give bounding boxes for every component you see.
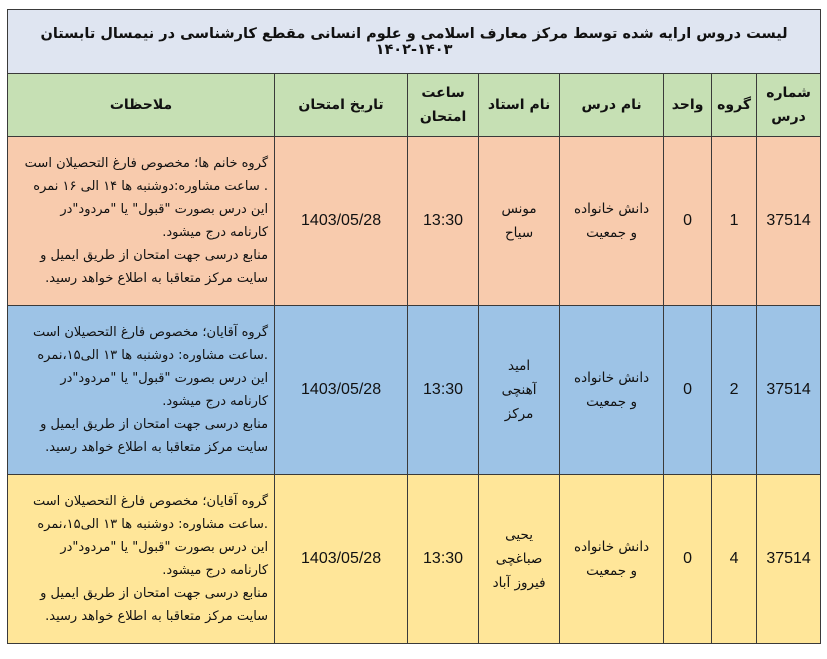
cell-course-name bbox=[560, 306, 664, 475]
cell-exam-time: 13:30 bbox=[408, 137, 479, 306]
cell-group: 4 bbox=[712, 475, 757, 644]
instructor-line: مرکز bbox=[504, 406, 534, 422]
note-line: گروه آقایان؛ مخصوص فارغ التحصیلان است bbox=[32, 325, 269, 340]
cell-group: 1 bbox=[712, 137, 757, 306]
note-line: کارنامه درج میشود. bbox=[162, 563, 269, 578]
cell-course-name bbox=[560, 475, 664, 644]
cell-units: 0 bbox=[664, 306, 712, 475]
instructor-line: آهنچی bbox=[501, 382, 537, 398]
header-row bbox=[8, 74, 821, 137]
note-line: منابع درسی جهت امتحان از طریق ایمیل و bbox=[40, 417, 269, 432]
note-line: .ساعت مشاوره: دوشنبه ها ۱۳ الی۱۵،نمره bbox=[37, 348, 269, 363]
header-exam-date: تاریخ امتحان bbox=[275, 74, 408, 137]
table-title: لیست دروس ارایه شده توسط مرکز معارف اسلامی و علوم انسانی مقطع کارشناسی در نیمسال تابستان ۱۴۰۳-۱۴۰۲ bbox=[8, 10, 821, 74]
instructor-line: سیاح bbox=[504, 225, 534, 241]
header-course-number bbox=[757, 74, 821, 137]
cell-notes bbox=[8, 137, 275, 306]
cell-notes bbox=[8, 306, 275, 475]
cell-course-number: 37514 bbox=[757, 475, 821, 644]
instructor-line: امید bbox=[507, 358, 531, 374]
header-instructor: نام استاد bbox=[479, 74, 560, 137]
note-line: سایت مرکز متعاقبا به اطلاع خواهد رسید. bbox=[45, 271, 269, 286]
cell-exam-time: 13:30 bbox=[408, 475, 479, 644]
cell-exam-date: 1403/05/28 bbox=[275, 137, 408, 306]
course-name-line: دانش خانواده bbox=[574, 539, 650, 555]
note-line: این درس بصورت "قبول" یا "مردود"در bbox=[60, 202, 269, 217]
cell-course-name bbox=[560, 137, 664, 306]
course-name-line: و جمعیت bbox=[586, 394, 637, 410]
note-line: گروه خانم ها؛ مخصوص فارغ التحصیلان است bbox=[24, 156, 269, 171]
header-exam-time bbox=[408, 74, 479, 137]
cell-instructor bbox=[479, 475, 560, 644]
note-line: این درس بصورت "قبول" یا "مردود"در bbox=[60, 371, 269, 386]
table-row bbox=[8, 137, 821, 306]
cell-instructor bbox=[479, 306, 560, 475]
cell-exam-date: 1403/05/28 bbox=[275, 306, 408, 475]
header-course-number-line: درس bbox=[771, 109, 806, 125]
instructor-line: یحیی bbox=[505, 527, 533, 543]
header-exam-time-line: امتحان bbox=[419, 109, 467, 125]
course-name-line: و جمعیت bbox=[586, 225, 637, 241]
course-name-line: و جمعیت bbox=[586, 563, 637, 579]
course-table bbox=[7, 9, 821, 644]
cell-course-number: 37514 bbox=[757, 137, 821, 306]
note-line: این درس بصورت "قبول" یا "مردود"در bbox=[60, 540, 269, 555]
instructor-line: مونس bbox=[501, 201, 537, 217]
note-line: گروه آقایان؛ مخصوص فارغ التحصیلان است bbox=[32, 494, 269, 509]
note-line: منابع درسی جهت امتحان از طریق ایمیل و bbox=[40, 248, 269, 263]
course-name-line: دانش خانواده bbox=[574, 370, 650, 386]
instructor-line: فیروز آباد bbox=[492, 575, 546, 591]
header-units: واحد bbox=[664, 74, 712, 137]
instructor-line: صباغچی bbox=[495, 551, 543, 567]
cell-units: 0 bbox=[664, 137, 712, 306]
note-line: منابع درسی جهت امتحان از طریق ایمیل و bbox=[40, 586, 269, 601]
table-row bbox=[8, 475, 821, 644]
course-name-line: دانش خانواده bbox=[574, 201, 650, 217]
cell-units: 0 bbox=[664, 475, 712, 644]
header-notes: ملاحظات bbox=[8, 74, 275, 137]
note-line: . ساعت مشاوره:دوشنبه ها ۱۴ الی ۱۶ نمره bbox=[33, 179, 269, 194]
cell-instructor bbox=[479, 137, 560, 306]
table-row bbox=[8, 306, 821, 475]
note-line: سایت مرکز متعاقبا به اطلاع خواهد رسید. bbox=[45, 440, 269, 455]
header-group: گروه bbox=[712, 74, 757, 137]
cell-exam-date: 1403/05/28 bbox=[275, 475, 408, 644]
note-line: کارنامه درج میشود. bbox=[162, 394, 269, 409]
cell-course-number: 37514 bbox=[757, 306, 821, 475]
cell-exam-time: 13:30 bbox=[408, 306, 479, 475]
course-table-container bbox=[7, 9, 820, 644]
cell-group: 2 bbox=[712, 306, 757, 475]
cell-notes bbox=[8, 475, 275, 644]
note-line: سایت مرکز متعاقبا به اطلاع خواهد رسید. bbox=[45, 609, 269, 624]
header-course-name: نام درس bbox=[560, 74, 664, 137]
note-line: .ساعت مشاوره: دوشنبه ها ۱۳ الی۱۵،نمره bbox=[37, 517, 269, 532]
note-line: کارنامه درج میشود. bbox=[162, 225, 269, 240]
header-exam-time-line: ساعت bbox=[421, 85, 465, 101]
header-course-number-line: شماره bbox=[766, 85, 811, 101]
